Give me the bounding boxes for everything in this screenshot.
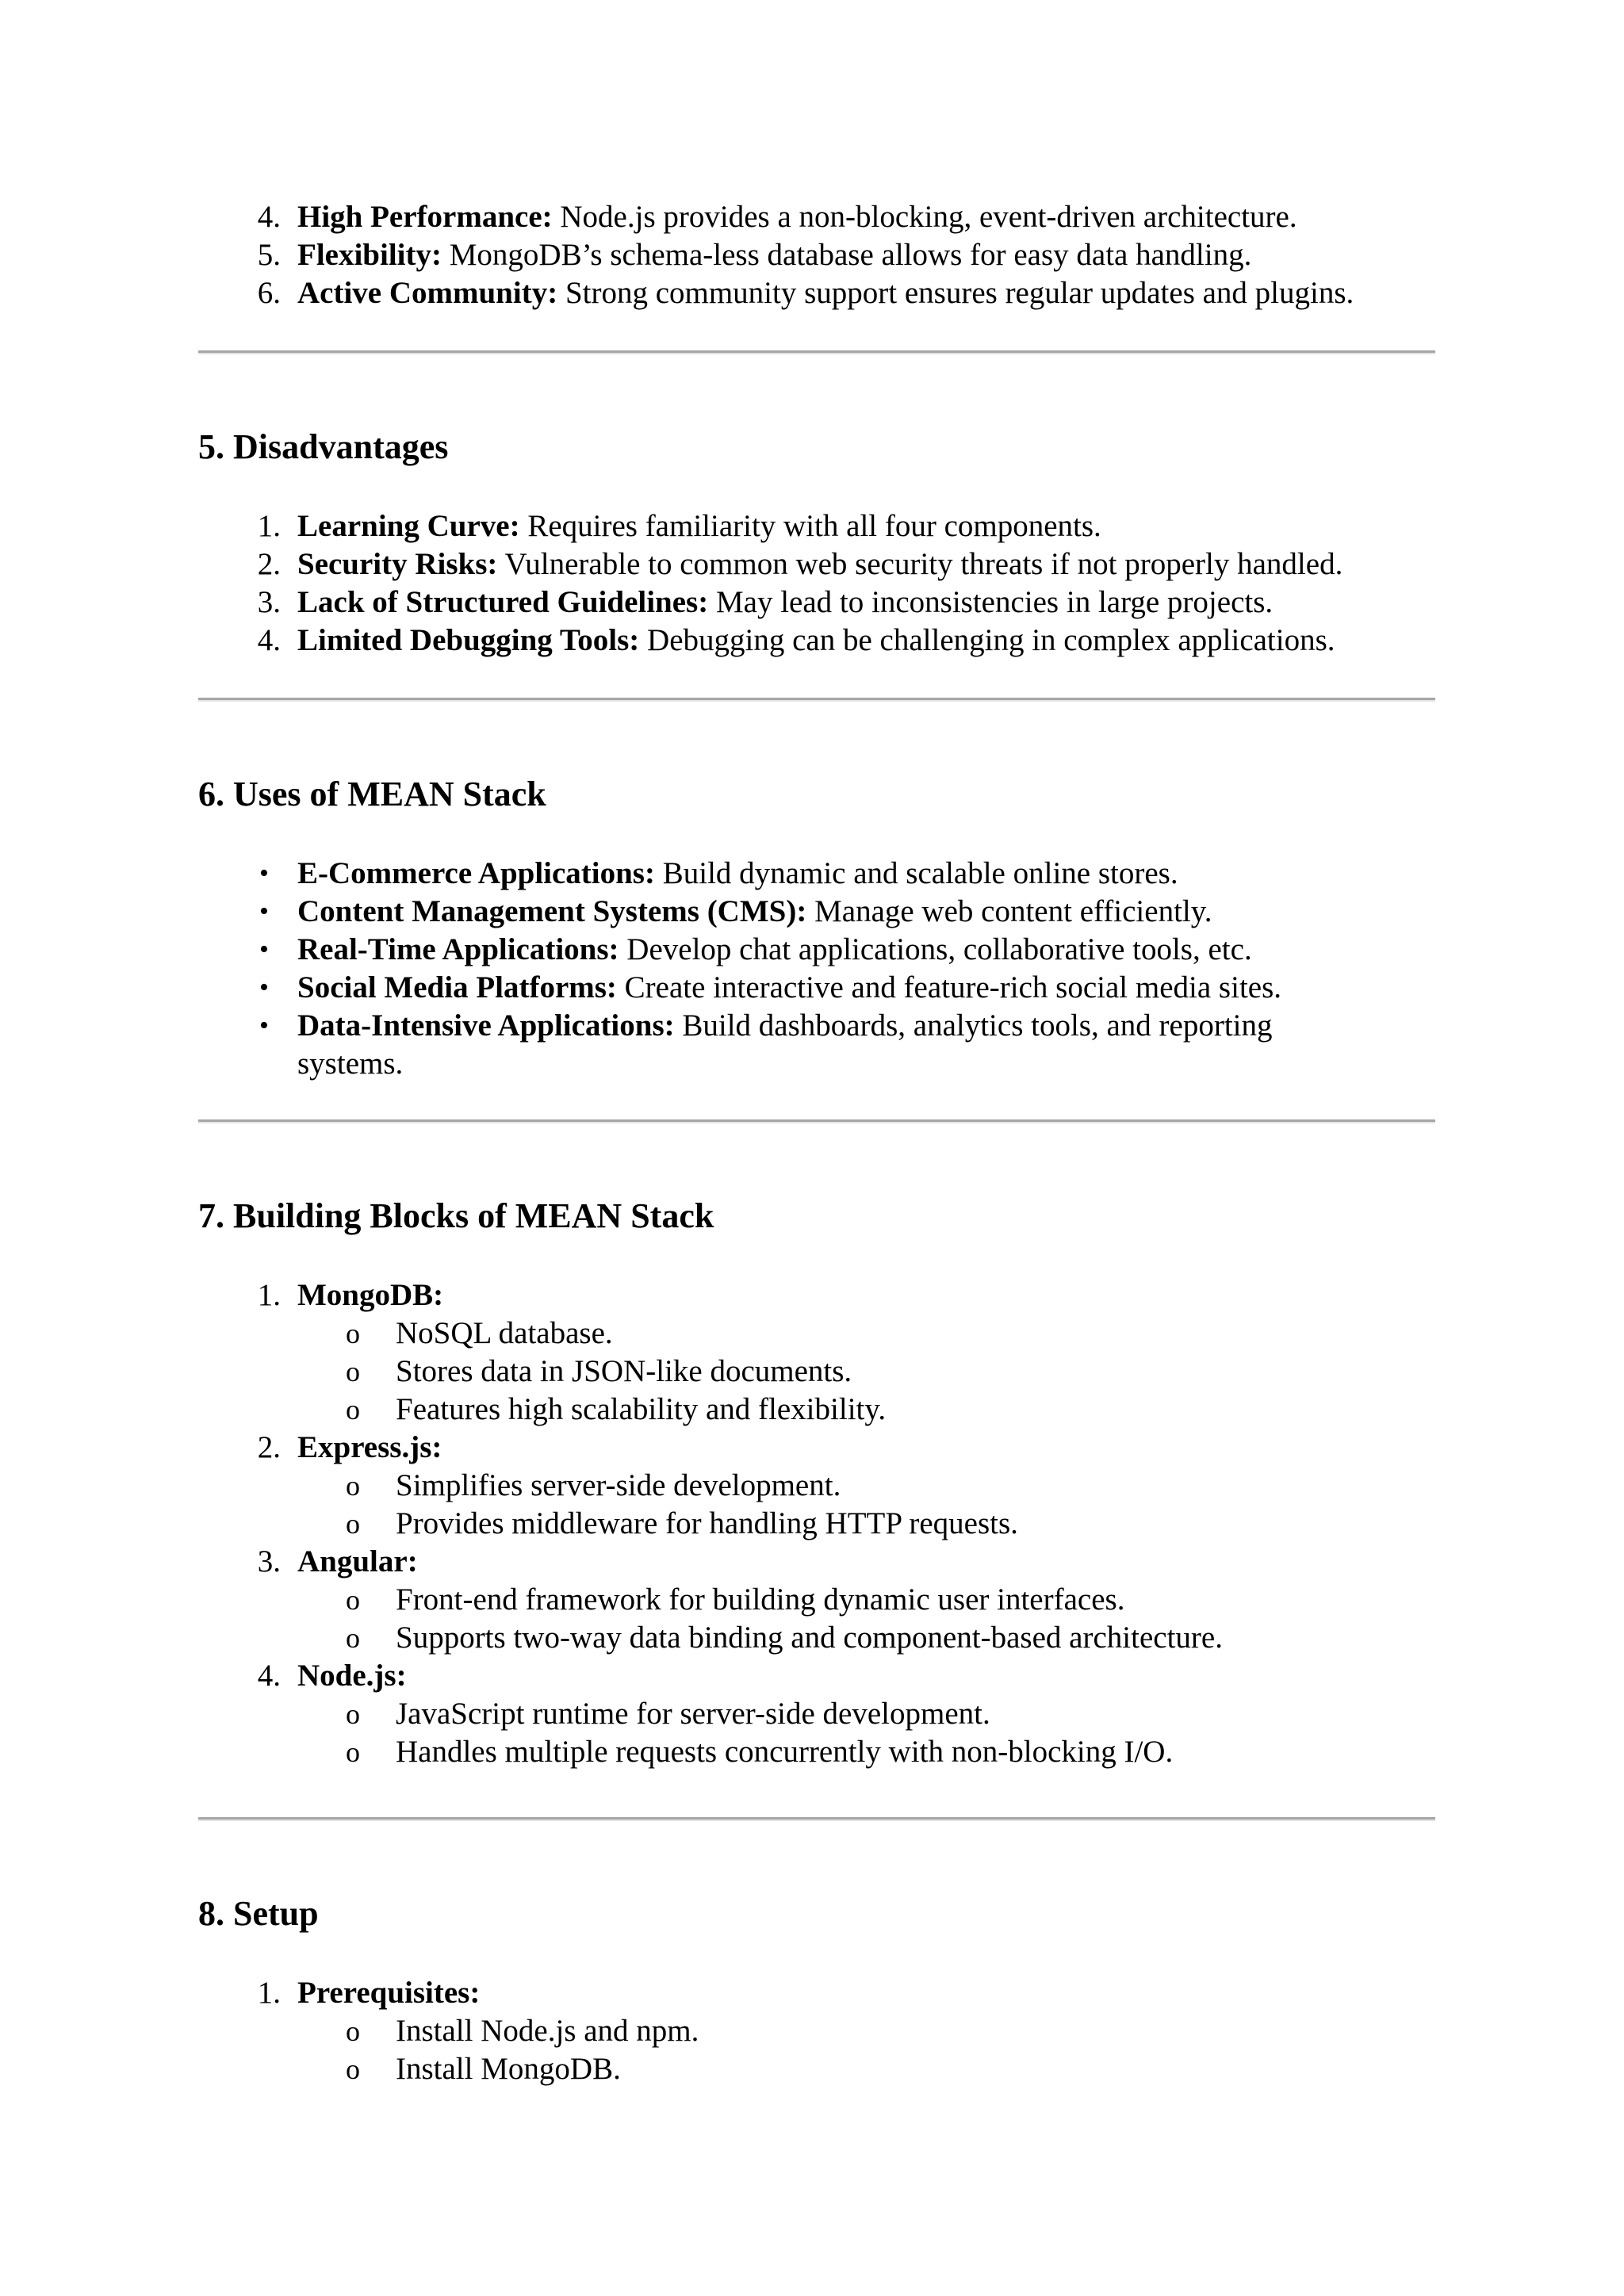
sub-bullet-marker: o <box>346 1356 360 1387</box>
sub-item-text: Simplifies server-side development. <box>396 1468 841 1502</box>
bullet-marker: • <box>259 1011 269 1040</box>
item-term: Learning Curve: <box>297 509 520 543</box>
item-description: MongoDB’s schema-less database allows for easy data handling. <box>441 238 1252 272</box>
item-term: Angular: <box>297 1544 418 1578</box>
item-number: 5. <box>257 238 281 272</box>
sub-bullet-marker: o <box>346 2015 360 2047</box>
item-description: Vulnerable to common web security threats if not properly handled. <box>497 547 1343 581</box>
section-heading-setup: 8. Setup <box>198 1894 319 1933</box>
item-number: 2. <box>257 547 281 581</box>
section-heading-building-blocks: 7. Building Blocks of MEAN Stack <box>198 1196 714 1235</box>
sub-bullet-marker: o <box>346 1508 360 1540</box>
item-term: Active Community: <box>297 276 558 310</box>
item-description: Strong community support ensures regular updates and plugins. <box>557 276 1354 310</box>
bullet-marker: • <box>259 897 269 926</box>
item-description: Debugging can be challenging in complex applications. <box>639 623 1335 657</box>
section-heading-uses: 6. Uses of MEAN Stack <box>198 775 546 813</box>
item-description: Develop chat applications, collaborative tools, etc. <box>619 932 1252 966</box>
sub-bullet-marker: o <box>346 1584 360 1616</box>
item-number: 1. <box>257 1278 281 1312</box>
sub-item-text: Install MongoDB. <box>396 2052 621 2086</box>
item-number: 1. <box>257 1976 281 2010</box>
item-description: May lead to inconsistencies in large projects. <box>708 585 1274 619</box>
item-description: Requires familiarity with all four components. <box>519 509 1101 543</box>
sub-bullet-marker: o <box>346 1318 360 1349</box>
sub-item-text: NoSQL database. <box>396 1316 613 1350</box>
sub-item-text: Handles multiple requests concurrently with non-blocking I/O. <box>396 1735 1174 1769</box>
item-number: 3. <box>257 585 281 619</box>
item-term: Real-Time Applications: <box>297 932 619 966</box>
sub-item-text: Stores data in JSON-like documents. <box>396 1354 852 1388</box>
section-heading-disadvantages: 5. Disadvantages <box>198 427 449 466</box>
item-term: Security Risks: <box>297 547 498 581</box>
item-term: MongoDB: <box>297 1278 444 1312</box>
item-term: Content Management Systems (CMS): <box>297 894 807 928</box>
item-description: Create interactive and feature-rich social media sites. <box>616 970 1282 1004</box>
bullet-marker: • <box>259 973 269 1002</box>
item-number: 6. <box>257 276 281 310</box>
bullet-marker: • <box>259 859 269 888</box>
item-description: Node.js provides a non-blocking, event-driven architecture. <box>552 200 1297 234</box>
item-number: 4. <box>257 623 281 657</box>
item-number: 3. <box>257 1544 281 1578</box>
item-term: Data-Intensive Applications: <box>297 1008 675 1043</box>
sub-item-text: Provides middleware for handling HTTP requests. <box>396 1506 1018 1540</box>
item-number: 2. <box>257 1430 281 1464</box>
item-term: E-Commerce Applications: <box>297 856 655 890</box>
item-term: Node.js: <box>297 1659 407 1693</box>
sub-item-text: Install Node.js and npm. <box>396 2014 699 2048</box>
sub-item-text: JavaScript runtime for server-side development. <box>396 1697 990 1731</box>
item-description: Manage web content efficiently. <box>806 894 1212 928</box>
item-term: Flexibility: <box>297 238 442 272</box>
horizontal-divider <box>198 350 1435 354</box>
sub-bullet-marker: o <box>346 1736 360 1768</box>
item-term: Lack of Structured Guidelines: <box>297 585 709 619</box>
item-number: 4. <box>257 200 281 234</box>
item-term: Limited Debugging Tools: <box>297 623 640 657</box>
sub-item-text: Supports two-way data binding and component-based architecture. <box>396 1621 1223 1655</box>
sub-bullet-marker: o <box>346 1394 360 1425</box>
item-term: High Performance: <box>297 200 553 234</box>
sub-bullet-marker: o <box>346 2053 360 2085</box>
sub-item-text: Front-end framework for building dynamic user interfaces. <box>396 1582 1125 1617</box>
item-description: Build dynamic and scalable online stores. <box>654 856 1178 890</box>
sub-item-text: Features high scalability and flexibility. <box>396 1392 887 1426</box>
item-description: Build dashboards, analytics tools, and reporting <box>674 1008 1273 1043</box>
horizontal-divider <box>198 1817 1435 1821</box>
sub-bullet-marker: o <box>346 1622 360 1654</box>
bullet-marker: • <box>259 935 269 964</box>
sub-bullet-marker: o <box>346 1698 360 1730</box>
item-term: Express.js: <box>297 1430 442 1464</box>
item-term: Social Media Platforms: <box>297 970 617 1004</box>
sub-bullet-marker: o <box>346 1470 360 1502</box>
item-description-continuation: systems. <box>297 1047 404 1081</box>
horizontal-divider <box>198 698 1435 702</box>
horizontal-divider <box>198 1119 1435 1123</box>
item-term: Prerequisites: <box>297 1976 481 2010</box>
item-number: 4. <box>257 1659 281 1693</box>
item-number: 1. <box>257 509 281 543</box>
